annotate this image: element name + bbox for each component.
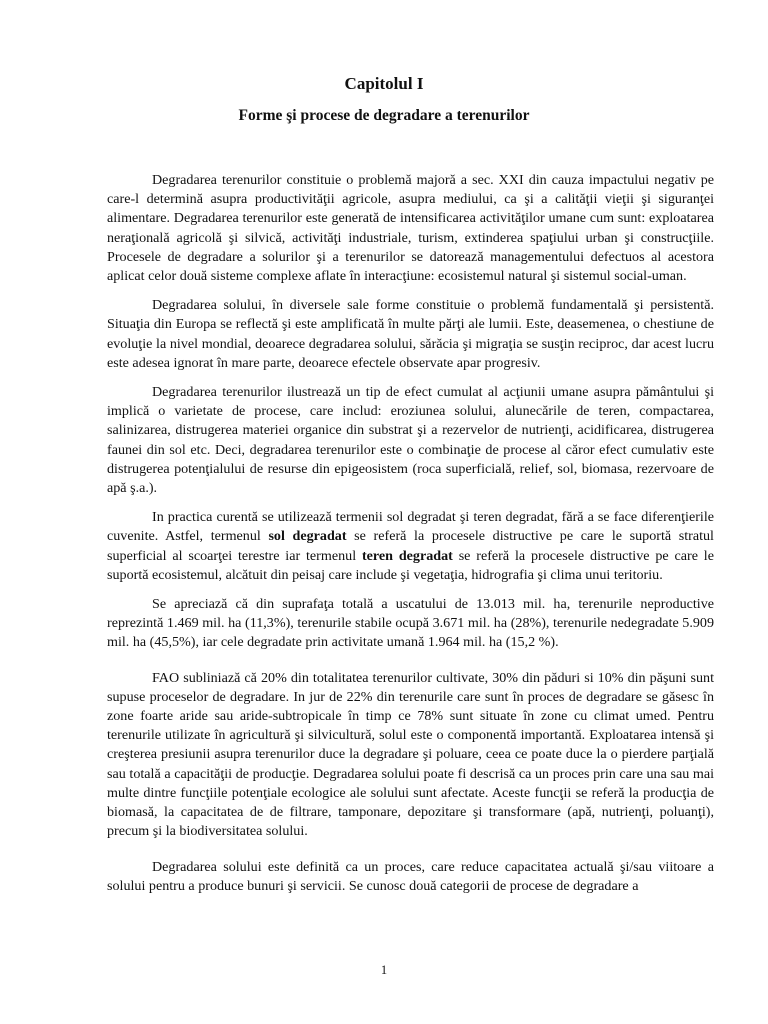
chapter-subtitle: Forme şi procese de degradare a terenurilor [238,107,530,124]
paragraph-4-text-a: In practica curentă se utilizează termenii sol degradat şi teren degradat, fără a se face diferenţierile cuvenite. Astfel, termenul [107,509,714,545]
paragraph-5: Se apreciază că din suprafaţa totală a uscatului de 13.013 mil. ha, terenurile neproductive reprezintă 1.469 mil. ha (11,3%), terenurile stabile ocupă 3.671 mil. ha (28%), terenurile nedegradate 5.909 mil. ha (45,5%), iar cele degradate prin activitate umană 1.964 mil. ha (15,2 %). [107,596,714,651]
paragraph-6: FAO subliniază că 20% din totalitatea terenurilor cultivate, 30% din păduri si 10% din păşuni sunt supuse proceselor de degradare. In jur de 22% din terenurile care sunt în proces de degradare se găsesc în zone foarte aride sau aride-subtropicale în timp ce 78% sunt situate în zone cu climat umed. Pentru terenurile utilizate în agricultură şi silvicultură, solul este o componentă importantă. Exploatarea intensă şi creşterea presiunii asupra terenurilor duce la degradare şi poluare, ceea ce poate duce la o pierdere parţială sau totală a capacităţii de producţie. Degradarea solului poate fi descrisă ca un proces prin care una sau mai multe dintre funcţiile potenţiale ecologice ale solului sunt afectate. Aceste funcţii se referă la producţia de biomasă, la capacitatea de de filtrare, tamponare, depozitare şi transformare (apă, nutrienţi, poluanţi), precum şi la biodiversitatea solului. [107,669,714,840]
paragraph-2: Degradarea solului, în diversele sale forme constituie o problemă fundamentală şi persistentă. Situaţia din Europa se reflectă şi este amplificată în multe părţi ale lumii. Este, deasemenea, o chestiune de evoluţie la nivel mondial, deoarece degradarea solului, sărăcia şi migraţia se susţin reciproc, dar acest lucru este adesea ignorat în mare parte, deoarece efectele observate apar progresiv. [107,297,714,371]
paragraph-1: Degradarea terenurilor constituie o problemă majoră a sec. XXI din cauza impactului negativ pe care-l determină asupra productivităţii agricole, asupra mediului, ca şi a calităţii vieţii şi siguranţei alimentare. Degradarea terenurilor este generată de intensificarea activităţilor umane cum sunt: exploatarea neraţională agricolă şi silvică, activităţi industriale, turism, extinderea spaţiului urban şi construcţiile. Procesele de degradare a solurilor şi a terenurilor se datorează managementului defectuos al acestora aplicat celor două sisteme complexe aflate în interacţiune: ecosistemul natural şi sistemul social-uman. [107,172,714,285]
paragraph-7: Degradarea solului este definită ca un proces, care reduce capacitatea actuală şi/sau viitoare a solului pentru a produce bunuri şi servicii. Se cunosc două categorii de procese de degradare a [107,858,714,894]
paragraph-4-text-e: se referă la procesele distructive pe care le suportă ecosistemul, alcătuit din peisaj care include şi vegetaţia, hidrografia şi clima unui teritoriu. [107,547,714,583]
term-teren-degradat: teren degradat [361,547,453,564]
page-number: 1 [380,963,388,977]
chapter-title: Capitolul I [344,74,424,93]
paragraph-4 [107,508,714,585]
term-sol-degradat: sol degradat [268,528,347,545]
document-body [107,171,714,896]
paragraph-3: Degradarea terenurilor ilustrează un tip de efect cumulat al acţiunii umane asupra pământului şi implică o varietate de procese, care includ: eroziunea solului, alunecările de teren, compactarea, salinizarea, distrugerea materiei organice din substrat şi a rezervelor de nutrienţi, acidificarea, distrugerea faunei din sol etc. Deci, degradarea terenurilor este o combinaţie de procese al căror efect cumulativ este distrugerea potenţialului de resurse din epigeosistem (roca superficială, relief, sol, biomasa, rezervoare de apă ş.a.). [107,384,714,497]
paragraph-4-text-c: se referă la procesele distructive pe care le suportă stratul superficial al scoarţei terestre iar termenul [107,528,714,564]
